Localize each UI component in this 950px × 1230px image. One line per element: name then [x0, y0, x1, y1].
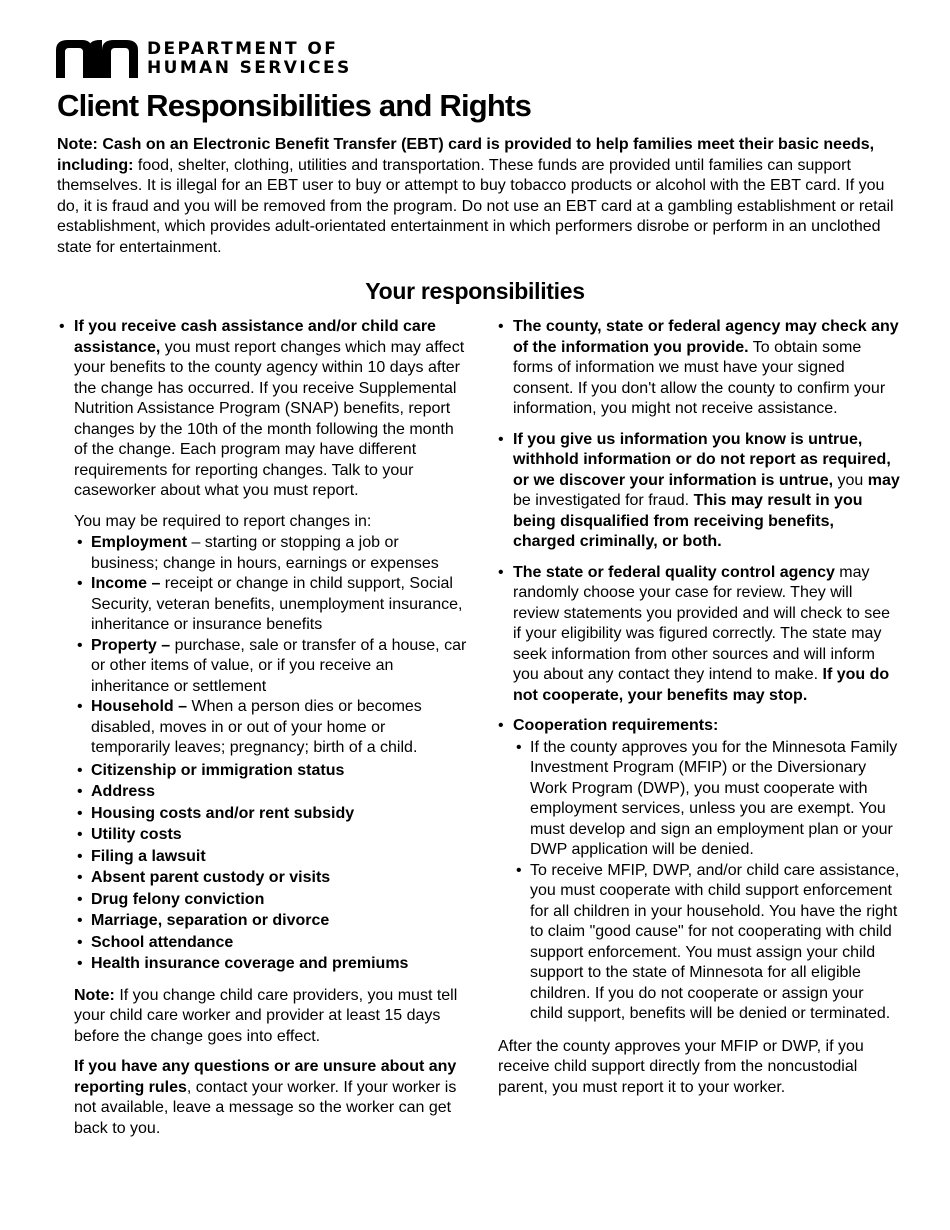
- fraud-bold: may: [867, 471, 900, 489]
- report-changes-item: [57, 317, 467, 502]
- change-item-label: Property –: [91, 636, 171, 654]
- fraud-item: [496, 430, 900, 553]
- change-item-text: receipt or change in child support, Social Security, veteran benefits, unemployment insurance, inheritance or insurance benefits: [91, 575, 463, 633]
- department-name: [147, 40, 352, 78]
- change-item-drug-felony: [57, 890, 467, 911]
- change-item-employment: [57, 533, 467, 574]
- section-heading: Your responsibilities: [365, 278, 585, 304]
- change-item-marriage: [57, 911, 467, 932]
- child-care-note-text: If you change child care providers, you must tell your child care worker and provider at least 15 days before the change goes into effect.: [74, 986, 458, 1045]
- change-item-text: – starting or stopping a job or business; change in hours, earnings or expenses: [91, 534, 439, 572]
- left-column: [57, 317, 467, 1149]
- change-item-custody: [57, 868, 467, 889]
- fraud-text: you: [833, 471, 868, 489]
- dhs-logo: [56, 40, 352, 78]
- department-line-1: DEPARTMENT OF: [147, 39, 339, 59]
- questions-text: , contact your worker. If your worker is not available, leave a message so the worker can get back to you.: [74, 1078, 457, 1137]
- fraud-text: be investigated for fraud.: [513, 492, 694, 509]
- right-column: [496, 317, 900, 1108]
- qc-bold: The state or federal quality control agency: [513, 563, 835, 581]
- change-item-utility: [57, 825, 467, 846]
- ebt-note-bold: Note: Cash on an Electronic Benefit Transfer (EBT) card is provided to help families meet their basic needs, including:: [57, 136, 875, 174]
- change-item-label: Income –: [91, 575, 161, 592]
- cooperation-text: To receive MFIP, DWP, and/or child care assistance, you must cooperate with child support enforcement for all children in your household. You have the right to claim "good cause" for not cooperating with child support enforcement. You must assign your child support to the state of Minnesota for all eligible children. If you do not cooperate or assign your child support, benefits will be denied or terminated.: [530, 861, 900, 1022]
- report-changes-bold: If you receive cash assistance and/or child care assistance,: [74, 318, 436, 356]
- changes-intro: You may be required to report changes in:: [74, 512, 372, 530]
- agency-check-item: [496, 317, 900, 420]
- cooperation-child-support: [513, 861, 900, 1025]
- cooperation-item: [496, 716, 900, 1025]
- qc-text: may randomly choose your case for review. They will review statements you provided and will check to see if your eligibility was figured correctly. The state may seek information from other sources and will inform you about any contact they intend to make.: [513, 563, 891, 683]
- department-line-2: HUMAN SERVICES: [147, 58, 352, 78]
- change-item-label: Drug felony conviction: [91, 890, 265, 908]
- changes-list: [57, 533, 467, 975]
- change-item-lawsuit: [57, 847, 467, 868]
- ebt-note: [57, 135, 895, 259]
- change-item-label: Utility costs: [91, 826, 182, 843]
- change-item-label: Address: [91, 783, 156, 800]
- change-item-label: Marriage, separation or divorce: [91, 912, 330, 929]
- change-item-label: Citizenship or immigration status: [91, 761, 345, 779]
- agency-check-text: To obtain some forms of information we must have your signed consent. If you don't allow the county to confirm your information, you might not receive assistance.: [513, 338, 886, 417]
- change-item-label: Health insurance coverage and premiums: [91, 955, 409, 972]
- change-item-income: [57, 574, 467, 636]
- ebt-note-text: food, shelter, clothing, utilities and transportation. These funds are provided until families can support themselves. It is illegal for an EBT user to buy or attempt to buy tobacco products or alcohol with the EBT card. If you do, it is fraud and you will be removed from the program. Do not use an EBT card at a gambling establishment or retail establishment, which provides adult-orientated entertainment in which performers disrobe or perform in an unclothed state for entertainment.: [57, 156, 894, 256]
- mn-logo-icon: [56, 40, 138, 78]
- change-item-label: Filing a lawsuit: [91, 847, 206, 865]
- change-item-label: School attendance: [91, 933, 234, 951]
- change-item-household: [57, 697, 467, 759]
- change-item-label: Household –: [91, 698, 188, 715]
- agency-check-bold: The county, state or federal agency may check any of the information you provide.: [513, 318, 899, 356]
- fraud-bold: This may result in you being disqualified from receiving benefits, charged criminally, or both.: [513, 492, 863, 550]
- questions-para: [57, 1057, 467, 1139]
- change-item-school: [57, 933, 467, 954]
- page-title: Client Responsibilities and Rights: [57, 88, 532, 123]
- cooperation-text: If the county approves you for the Minnesota Family Investment Program (MFIP) or the Diversionary Work Program (DWP), you must cooperate with employment services, unless you are exempt. You must develop and sign an employment plan or your DWP application will be denied.: [530, 738, 898, 858]
- fraud-bold: If you give us information you know is untrue, withhold information or do not report as required, or we discover your information is untrue,: [513, 430, 891, 489]
- change-item-label: Absent parent custody or visits: [91, 869, 331, 886]
- change-item-text: When a person dies or becomes disabled, moves in or out of your home or temporarily leaves; pregnancy; birth of a child.: [91, 698, 422, 756]
- cooperation-list: [513, 738, 900, 1025]
- cooperation-employment: [513, 738, 900, 861]
- change-item-housing: [57, 804, 467, 825]
- questions-bold: If you have any questions or are unsure about any reporting rules: [74, 1058, 457, 1096]
- report-changes-text: you must report changes which may affect your benefits to the county agency within 10 days after the change has occurred. If you receive Supplemental Nutrition Assistance Program (SNAP) benefits, report changes by the 10th of the month following the month of the change. Each program may have different requirements for reporting changes. Talk to your caseworker about what you must report.: [74, 338, 465, 499]
- change-item-text: purchase, sale or transfer of a house, car or other items of value, or if you receive an inheritance or settlement: [91, 636, 467, 695]
- change-item-property: [57, 636, 467, 698]
- qc-bold: If you do not cooperate, your benefits may stop.: [513, 666, 890, 704]
- child-care-note: [57, 986, 467, 1048]
- cooperation-heading: Cooperation requirements:: [513, 717, 719, 734]
- change-item-label: Employment: [91, 534, 188, 551]
- child-support-report: After the county approves your MFIP or DWP, if you receive child support directly from the noncustodial parent, you must report it to your worker.: [498, 1037, 864, 1096]
- change-item-address: [57, 782, 467, 803]
- change-item-label: Housing costs and/or rent subsidy: [91, 804, 355, 822]
- quality-control-item: [496, 563, 900, 707]
- change-item-health-insurance: [57, 954, 467, 975]
- child-care-note-bold: Note:: [74, 986, 115, 1004]
- change-item-citizenship: [57, 761, 467, 782]
